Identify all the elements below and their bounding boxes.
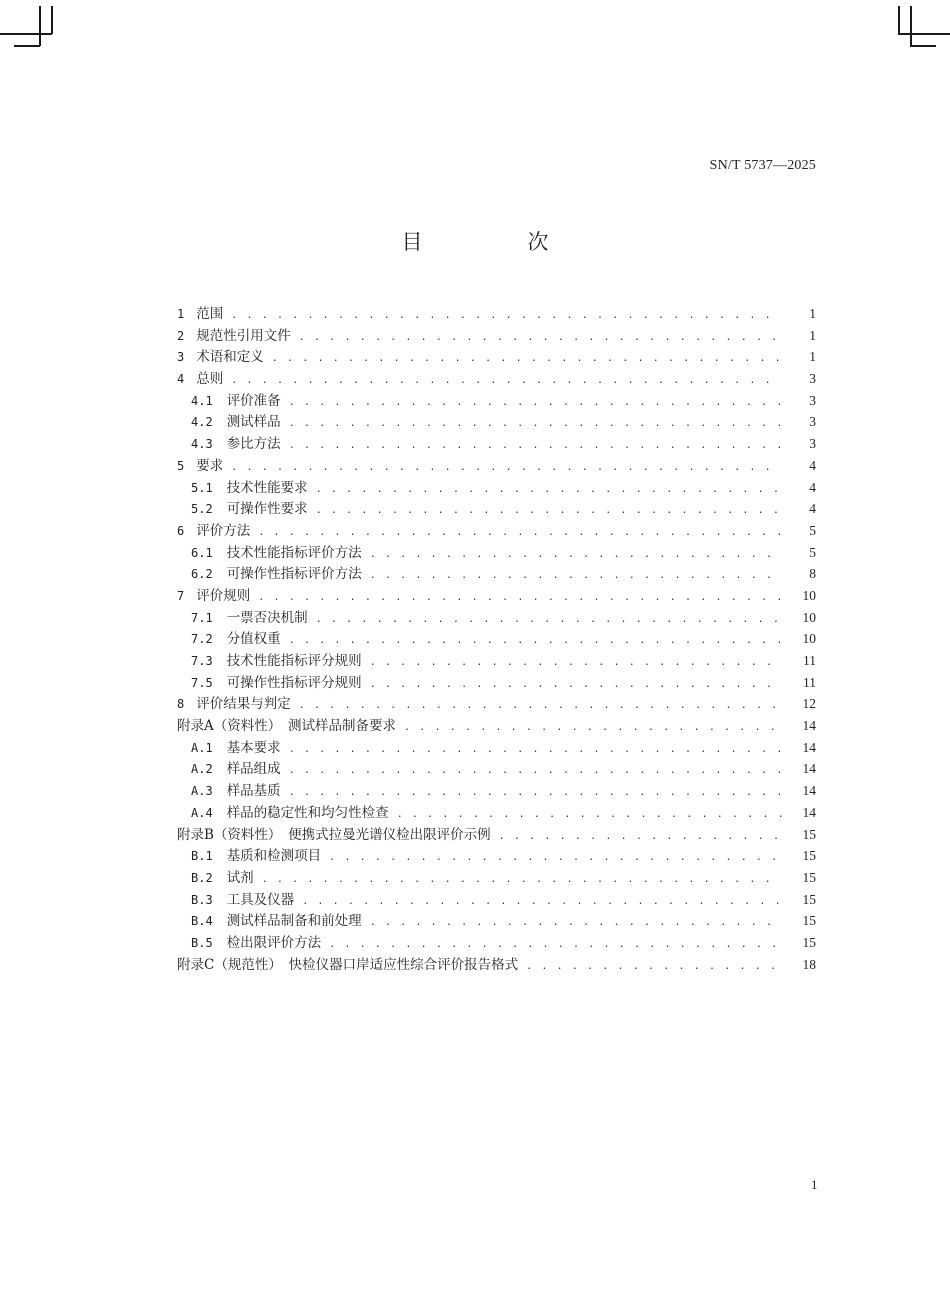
toc-entry-number: 5: [177, 458, 185, 473]
toc-entry-page: 3: [809, 371, 816, 387]
toc-entry-page: 15: [802, 869, 816, 885]
toc-entry-number: 8: [177, 697, 185, 712]
toc-dot-leader: [302, 891, 782, 913]
toc-entry[interactable]: [177, 325, 816, 347]
toc-entry-page: 14: [802, 783, 816, 799]
toc-dot-leader: [272, 348, 782, 370]
toc-entry[interactable]: [177, 715, 816, 737]
toc-entry-label: 测试样品: [226, 414, 281, 431]
toc-entry-label: 评价规则: [196, 587, 251, 604]
toc-entry[interactable]: [177, 368, 816, 390]
toc-dot-leader: [289, 392, 782, 414]
toc-dot-leader: [397, 804, 782, 826]
toc-entry-page: 15: [802, 826, 816, 842]
toc-dot-leader: [289, 739, 782, 761]
toc-entry-number: 6: [177, 523, 185, 538]
toc-entry-page: 18: [802, 956, 816, 972]
toc-entry-label: 评价准备: [226, 392, 281, 409]
toc-entry-page: 12: [802, 696, 816, 712]
toc-entry-number: 4.2: [191, 415, 213, 430]
toc-entry-number: B.1: [191, 849, 213, 864]
toc-entry-number: A.1: [191, 740, 213, 755]
toc-entry-label: 总则: [196, 371, 224, 388]
toc-entry-number: 5.1: [191, 480, 213, 495]
toc-entry-number: A.3: [191, 784, 213, 799]
toc-entry-label: 附录A（资料性） 测试样品制备要求: [177, 718, 396, 735]
toc-title: 目 次: [401, 230, 591, 254]
toc-dot-leader: [299, 695, 782, 717]
toc-entry-label: 样品的稳定性和均匀性检查: [226, 804, 389, 821]
toc-entry-label: 样品组成: [226, 761, 281, 778]
toc-dot-leader: [370, 912, 782, 934]
toc-entry-label: 范围: [196, 306, 224, 322]
toc-entry-number: 2: [177, 328, 185, 343]
toc-entry-page: 3: [809, 392, 816, 408]
toc-dot-leader: [370, 565, 782, 587]
toc-entry-label: 评价结果与判定: [196, 696, 291, 713]
toc-dot-leader: [370, 652, 782, 674]
crop-mark-top-right-horizontal-2: [910, 45, 936, 47]
toc-entry[interactable]: [177, 455, 816, 477]
toc-entry-page: 5: [809, 522, 816, 538]
toc-entry[interactable]: [177, 346, 816, 368]
toc-entry[interactable]: [177, 780, 816, 802]
toc-entry-label: 工具及仪器: [226, 891, 295, 908]
toc-entry-page: 4: [809, 479, 816, 495]
crop-mark-top-right-vertical: [898, 6, 900, 34]
crop-mark-top-left-vertical: [39, 6, 41, 46]
toc-entry-page: 10: [802, 609, 816, 625]
toc-dot-leader: [258, 587, 782, 609]
toc-dot-leader: [289, 782, 782, 804]
toc-entry[interactable]: [177, 910, 816, 932]
toc-entry-number: A.4: [191, 805, 213, 820]
toc-entry[interactable]: [177, 303, 816, 325]
toc-entry[interactable]: [177, 932, 816, 954]
toc-entry-label: 评价方法: [196, 522, 251, 539]
crop-mark-top-left-vertical-2: [51, 6, 53, 34]
toc-entry-number: 7.1: [191, 610, 213, 625]
toc-entry-number: 1: [177, 307, 185, 321]
toc-entry[interactable]: [177, 585, 816, 607]
toc-entry[interactable]: [177, 498, 816, 520]
page-number: 1: [811, 1177, 818, 1192]
toc-entry-label: 基本要求: [226, 739, 281, 756]
toc-dot-leader: [329, 847, 782, 869]
toc-entry[interactable]: [177, 411, 816, 433]
toc-entry[interactable]: [177, 520, 816, 542]
crop-mark-top-right-horizontal: [898, 33, 950, 35]
toc-entry-label: 附录C（规范性） 快检仪器口岸适应性综合评价报告格式: [177, 956, 519, 973]
toc-entry[interactable]: [177, 845, 816, 867]
toc-entry[interactable]: [177, 628, 816, 650]
toc-dot-leader: [262, 869, 782, 891]
toc-entry[interactable]: [177, 758, 816, 780]
toc-entry-number: 3: [177, 350, 185, 365]
toc-entry-label: 样品基质: [226, 783, 281, 800]
toc-entry-page: 3: [809, 414, 816, 430]
toc-entry-label: 试剂: [226, 869, 254, 886]
toc-dot-leader: [316, 500, 782, 522]
toc-entry-label: 附录B（资料性） 便携式拉曼光谱仪检出限评价示例: [177, 826, 491, 843]
toc-entry-page: 10: [802, 631, 816, 647]
toc-entry[interactable]: [177, 433, 816, 455]
toc-entry-page: 4: [809, 457, 816, 473]
crop-mark-top-right-vertical-2: [910, 6, 912, 46]
toc-entry-number: B.3: [191, 892, 213, 907]
toc-dot-leader: [258, 522, 782, 544]
toc-entry-number: 7: [177, 588, 185, 603]
toc-entry[interactable]: [177, 824, 816, 846]
toc-entry-number: 6.2: [191, 567, 213, 582]
toc-dot-leader: [316, 479, 782, 501]
toc-entry[interactable]: [177, 737, 816, 759]
toc-dot-leader: [289, 760, 782, 782]
toc-entry[interactable]: [177, 607, 816, 629]
toc-dot-leader: [370, 674, 782, 696]
toc-entry[interactable]: [177, 802, 816, 824]
toc-entry-page: 14: [802, 804, 816, 820]
toc-entry[interactable]: [177, 477, 816, 499]
toc-entry-page: 10: [802, 587, 816, 603]
toc-entry-number: 7.2: [191, 632, 213, 647]
toc-entry-page: 8: [809, 566, 816, 582]
toc-entry-label: 测试样品制备和前处理: [226, 913, 362, 930]
toc-entry-page: 11: [803, 653, 816, 668]
toc-entry[interactable]: [177, 693, 816, 715]
toc-entry-number: A.2: [191, 762, 213, 777]
toc-entry-page: 14: [802, 739, 816, 755]
toc-entry-label: 术语和定义: [196, 349, 264, 366]
toc-entry-number: 6.1: [191, 545, 213, 560]
toc-entry-label: 检出限评价方法: [226, 934, 322, 951]
toc-entry-number: 4: [177, 372, 185, 387]
toc-entry-page: 3: [809, 436, 816, 452]
toc-entry[interactable]: [177, 672, 816, 694]
toc-entry[interactable]: [177, 867, 816, 889]
toc-entry-page: 14: [802, 718, 816, 734]
toc-entry-page: 15: [802, 913, 816, 929]
toc-entry-label: 可操作性要求: [226, 501, 308, 518]
toc-entry-label: 基质和检测项目: [226, 848, 322, 865]
document-id: SN/T 5737—2025: [709, 158, 816, 173]
toc-dot-leader: [404, 717, 782, 739]
toc-dot-leader: [316, 609, 782, 631]
toc-entry-number: 4.1: [191, 393, 213, 408]
toc-entry[interactable]: [177, 650, 816, 672]
toc-dot-leader: [370, 544, 782, 566]
toc-entry[interactable]: [177, 563, 816, 585]
toc-entry[interactable]: [177, 390, 816, 412]
toc-dot-leader: [231, 305, 782, 327]
toc-entry-label: 技术性能指标评分规则: [226, 653, 362, 669]
toc-entry-page: 4: [809, 501, 816, 517]
toc-entry-number: B.2: [191, 870, 213, 885]
toc-dot-leader: [526, 956, 782, 978]
toc-entry-page: 15: [802, 848, 816, 864]
toc-entry[interactable]: [177, 954, 816, 976]
toc-entry-label: 可操作性指标评分规则: [226, 674, 362, 691]
toc-dot-leader: [329, 934, 782, 956]
toc-entry-page: 14: [802, 761, 816, 777]
toc-entry-number: B.4: [191, 914, 213, 929]
toc-entry-label: 技术性能要求: [226, 479, 308, 496]
toc-dot-leader: [289, 413, 782, 435]
toc-entry-page: 1: [809, 349, 816, 365]
toc-entry-page: 15: [802, 934, 816, 950]
toc-entry-page: 1: [809, 306, 816, 321]
toc-entry-number: 4.3: [191, 437, 213, 452]
toc-entry[interactable]: [177, 542, 816, 564]
toc-dot-leader: [289, 630, 782, 652]
toc-entry-page: 11: [803, 674, 816, 690]
toc-entry-label: 参比方法: [226, 436, 281, 453]
toc-dot-leader: [231, 370, 782, 392]
toc-entry-number: 7.5: [191, 675, 213, 690]
toc-entry-label: 一票否决机制: [226, 609, 308, 626]
toc-entry-label: 要求: [196, 457, 224, 474]
toc-entry[interactable]: [177, 889, 816, 911]
toc-dot-leader: [299, 327, 782, 349]
toc-entry-page: 1: [809, 327, 816, 343]
toc-entry-label: 技术性能指标评价方法: [226, 544, 362, 561]
toc-entry-number: 5.2: [191, 502, 213, 517]
toc-dot-leader: [231, 457, 782, 479]
toc-entry-page: 5: [809, 544, 816, 560]
toc-dot-leader: [289, 435, 782, 457]
toc-entry-number: 7.3: [191, 654, 213, 668]
crop-mark-top-left-horizontal-2: [14, 45, 40, 47]
toc-entry-label: 分值权重: [226, 631, 281, 648]
toc-entry-label: 规范性引用文件: [196, 327, 291, 344]
toc-entry-label: 可操作性指标评价方法: [226, 566, 362, 583]
toc-entry-page: 15: [802, 891, 816, 907]
toc-dot-leader: [499, 826, 782, 848]
crop-mark-top-left-horizontal: [0, 33, 52, 35]
toc-entry-number: B.5: [191, 935, 213, 950]
table-of-contents: [177, 303, 816, 975]
